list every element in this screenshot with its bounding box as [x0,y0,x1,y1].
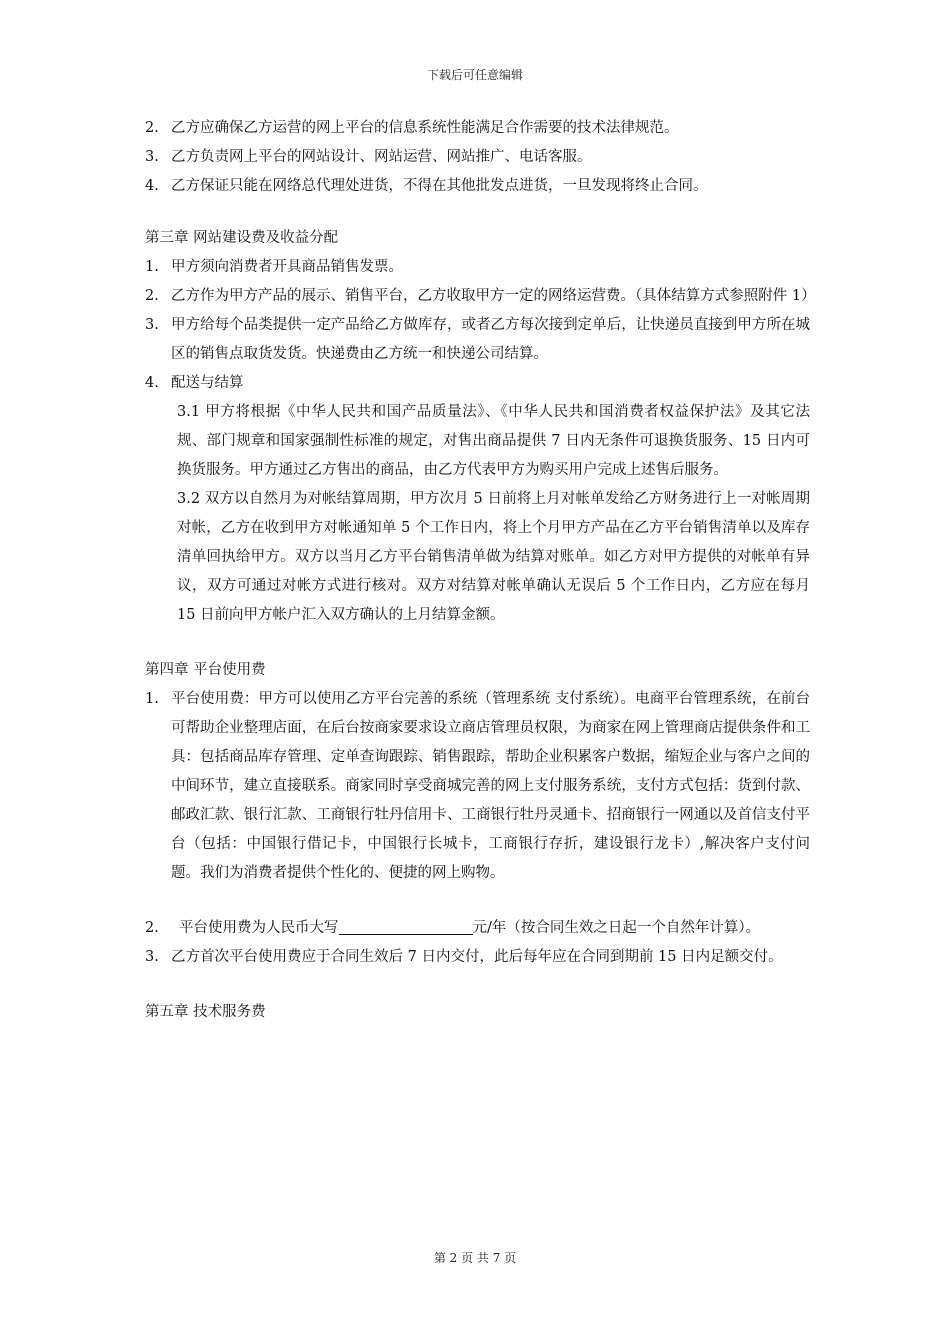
item-text: 平台使用费为人民币大写 [179,920,339,936]
page-header: 下载后可任意编辑 [426,68,523,82]
item-text: 乙方负责网上平台的网站设计、网站运营、网站推广、电话客服。 [171,149,592,165]
item-number: 4. [145,375,159,391]
fill-in-blank[interactable] [339,916,473,935]
item-text: 甲方给每个品类提供一定产品给乙方做库存，或者乙方每次接到定单后，让快递员直接到甲方所在城区的销售点取货发货。快递费由乙方统一和快递公司结算。 [171,317,810,362]
item-number: 3. [145,317,159,333]
list-item [145,943,810,972]
page-footer: 第 2 页 共 7 页 [433,1251,517,1265]
chapter-4-title: 第四章 平台使用费 [145,662,266,678]
item-text: 乙方保证只能在网络总代理处进货，不得在其他批发点进货，一旦发现将终止合同。 [171,178,708,194]
list-item [145,282,816,311]
item-text: 乙方首次平台使用费应于合同生效后 7 日内交付，此后每年应在合同到期前 15 日内足额交付。 [171,949,783,965]
item-text: 乙方作为甲方产品的展示、销售平台，乙方收取甲方一定的网络运营费。（具体结算方式参照附件 1） [171,288,816,304]
sub-clause: 3.1 甲方将根据《中华人民共和国产品质量法》、《中华人民共和国消费者权益保护法》及其它法规、部门规章和国家强制性标准的规定，对售出商品提供 7 日内无条件可退换货服务、15 日内可换货服务。甲方通过乙方售出的商品，由乙方代表甲方为购买用户完成上述售后服务。 [177,404,810,478]
list-item [145,369,810,398]
list-item [145,172,810,201]
list-item [145,114,810,143]
item-number: 2. [145,920,159,936]
list-item [145,253,810,282]
item-number: 2. [145,288,159,304]
item-number: 3. [145,149,159,165]
list-item [145,311,810,369]
item-text: 元/年（按合同生效之日起一个自然年计算）。 [472,920,761,936]
chapter-5-title: 第五章 技术服务费 [145,1004,266,1020]
document-body [145,114,816,1027]
item-number: 4. [145,178,159,194]
item-text: 乙方应确保乙方运营的网上平台的信息系统性能满足合作需要的技术法律规范。 [171,120,679,136]
item-number: 1. [145,691,159,707]
chapter-3-title: 第三章 网站建设费及收益分配 [145,230,339,246]
sub-clause: 3.2 双方以自然月为对帐结算周期，甲方次月 5 日前将上月对帐单发给乙方财务进行上一对帐周期对帐，乙方在收到甲方对帐通知单 5 个工作日内，将上个月甲方产品在乙方平台销售清单以及库存清单回执给甲方。双方以当月乙方平台销售清单做为结算对账单。如乙方对甲方提供的对帐单有异议，双方可通过对帐方式进行核对。双方对结算对帐单确认无误后 5 个工作日内，乙方应在每月 15 日前向甲方帐户汇入双方确认的上月结算金额。 [177,491,810,623]
list-item [145,914,810,943]
item-number: 2. [145,120,159,136]
list-item [145,685,810,888]
item-number: 1. [145,259,159,275]
list-item [145,143,810,172]
item-text: 配送与结算 [171,375,244,391]
item-text: 甲方须向消费者开具商品销售发票。 [171,259,403,275]
item-number: 3. [145,949,159,965]
item-text: 平台使用费：甲方可以使用乙方平台完善的系统（管理系统 支付系统）。电商平台管理系统，在前台可帮助企业整理店面，在后台按商家要求设立商店管理员权限，为商家在网上管理商店提供条件和工具：包括商品库存管理、定单查询跟踪、销售跟踪，帮助企业积累客户数据，缩短企业与客户之间的中间环节，建立直接联系。商家同时享受商城完善的网上支付服务系统，支付方式包括：货到付款、邮政汇款、银行汇款、工商银行牡丹信用卡、工商银行牡丹灵通卡、招商银行一网通以及首信支付平台（包括：中国银行借记卡，中国银行长城卡，工商银行存折，建设银行龙卡）,解决客户支付问题。我们为消费者提供个性化的、便捷的网上购物。 [171,691,810,881]
